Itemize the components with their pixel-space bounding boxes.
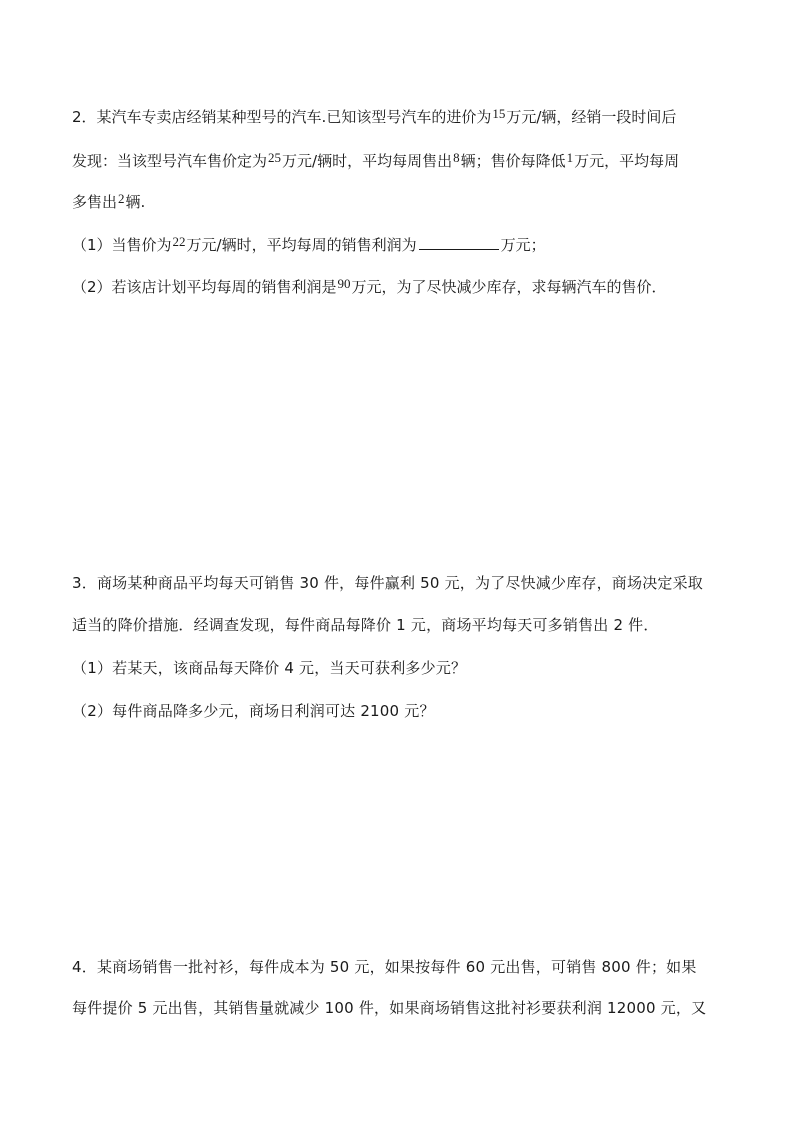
profit-value: 90 [337,276,351,291]
problem2-line2 [72,151,679,172]
problem4-line1: 4．某商场销售一批衬衫，每件成本为 50 元，如果按每件 60 元出售，可销售 800 件；如果 [72,958,697,976]
question-text: 万元； [500,236,546,254]
problem2-text: 万元/辆，经销一段时间后 [506,108,677,126]
problem2-text: 辆；售价每降低 [460,152,566,170]
price-value: 25 [268,150,282,165]
problem3-question1: （1）若某天，该商品每天降价 4 元，当天可获利多少元？ [72,659,467,677]
problem2-text: 发现：当该型号汽车售价定为 [72,152,268,170]
cost-value: 15 [492,106,506,121]
problem2-line3 [72,192,145,213]
question-text: 万元/辆时，平均每周的销售利润为 [186,236,417,254]
problem3-question2: （2）每件商品降多少元，商场日利润可达 2100 元？ [72,702,435,720]
extra-sales-value: 2 [118,191,125,206]
problem2-text: 万元/辆时，平均每周售出 [282,152,453,170]
question-price-value: 22 [172,234,186,249]
problem2-text: 辆. [125,193,146,211]
answer-blank [419,235,499,250]
problem2-line1 [72,107,676,128]
question-text: （1）当售价为 [72,236,172,254]
problem2-question2 [72,277,667,298]
problem2-text: 万元，平均每周 [574,152,680,170]
problem4-line2: 每件提价 5 元出售，其销售量就减少 100 件，如果商场销售这批衬衫要获利润 12000 元，又 [72,999,707,1017]
problem2-text: 2．某汽车专卖店经销某种型号的汽车.已知该型号汽车的进价为 [72,108,492,126]
reduction-value: 1 [566,150,574,165]
problem3-line1: 3．商场某种商品平均每天可销售 30 件，每件赢利 50 元，为了尽快减少库存，商场决定采取 [72,574,703,592]
question-text: 万元，为了尽快减少库存，求每辆汽车的售价． [351,278,667,296]
question-text: （2）若该店计划平均每周的销售利润是 [72,278,337,296]
problem3-line2: 适当的降价措施．经调查发现，每件商品每降价 1 元，商场平均每天可多销售出 2 件． [72,616,659,634]
weekly-sales-value: 8 [453,150,460,165]
problem2-text: 多售出 [72,193,118,211]
problem2-question1 [72,235,546,256]
